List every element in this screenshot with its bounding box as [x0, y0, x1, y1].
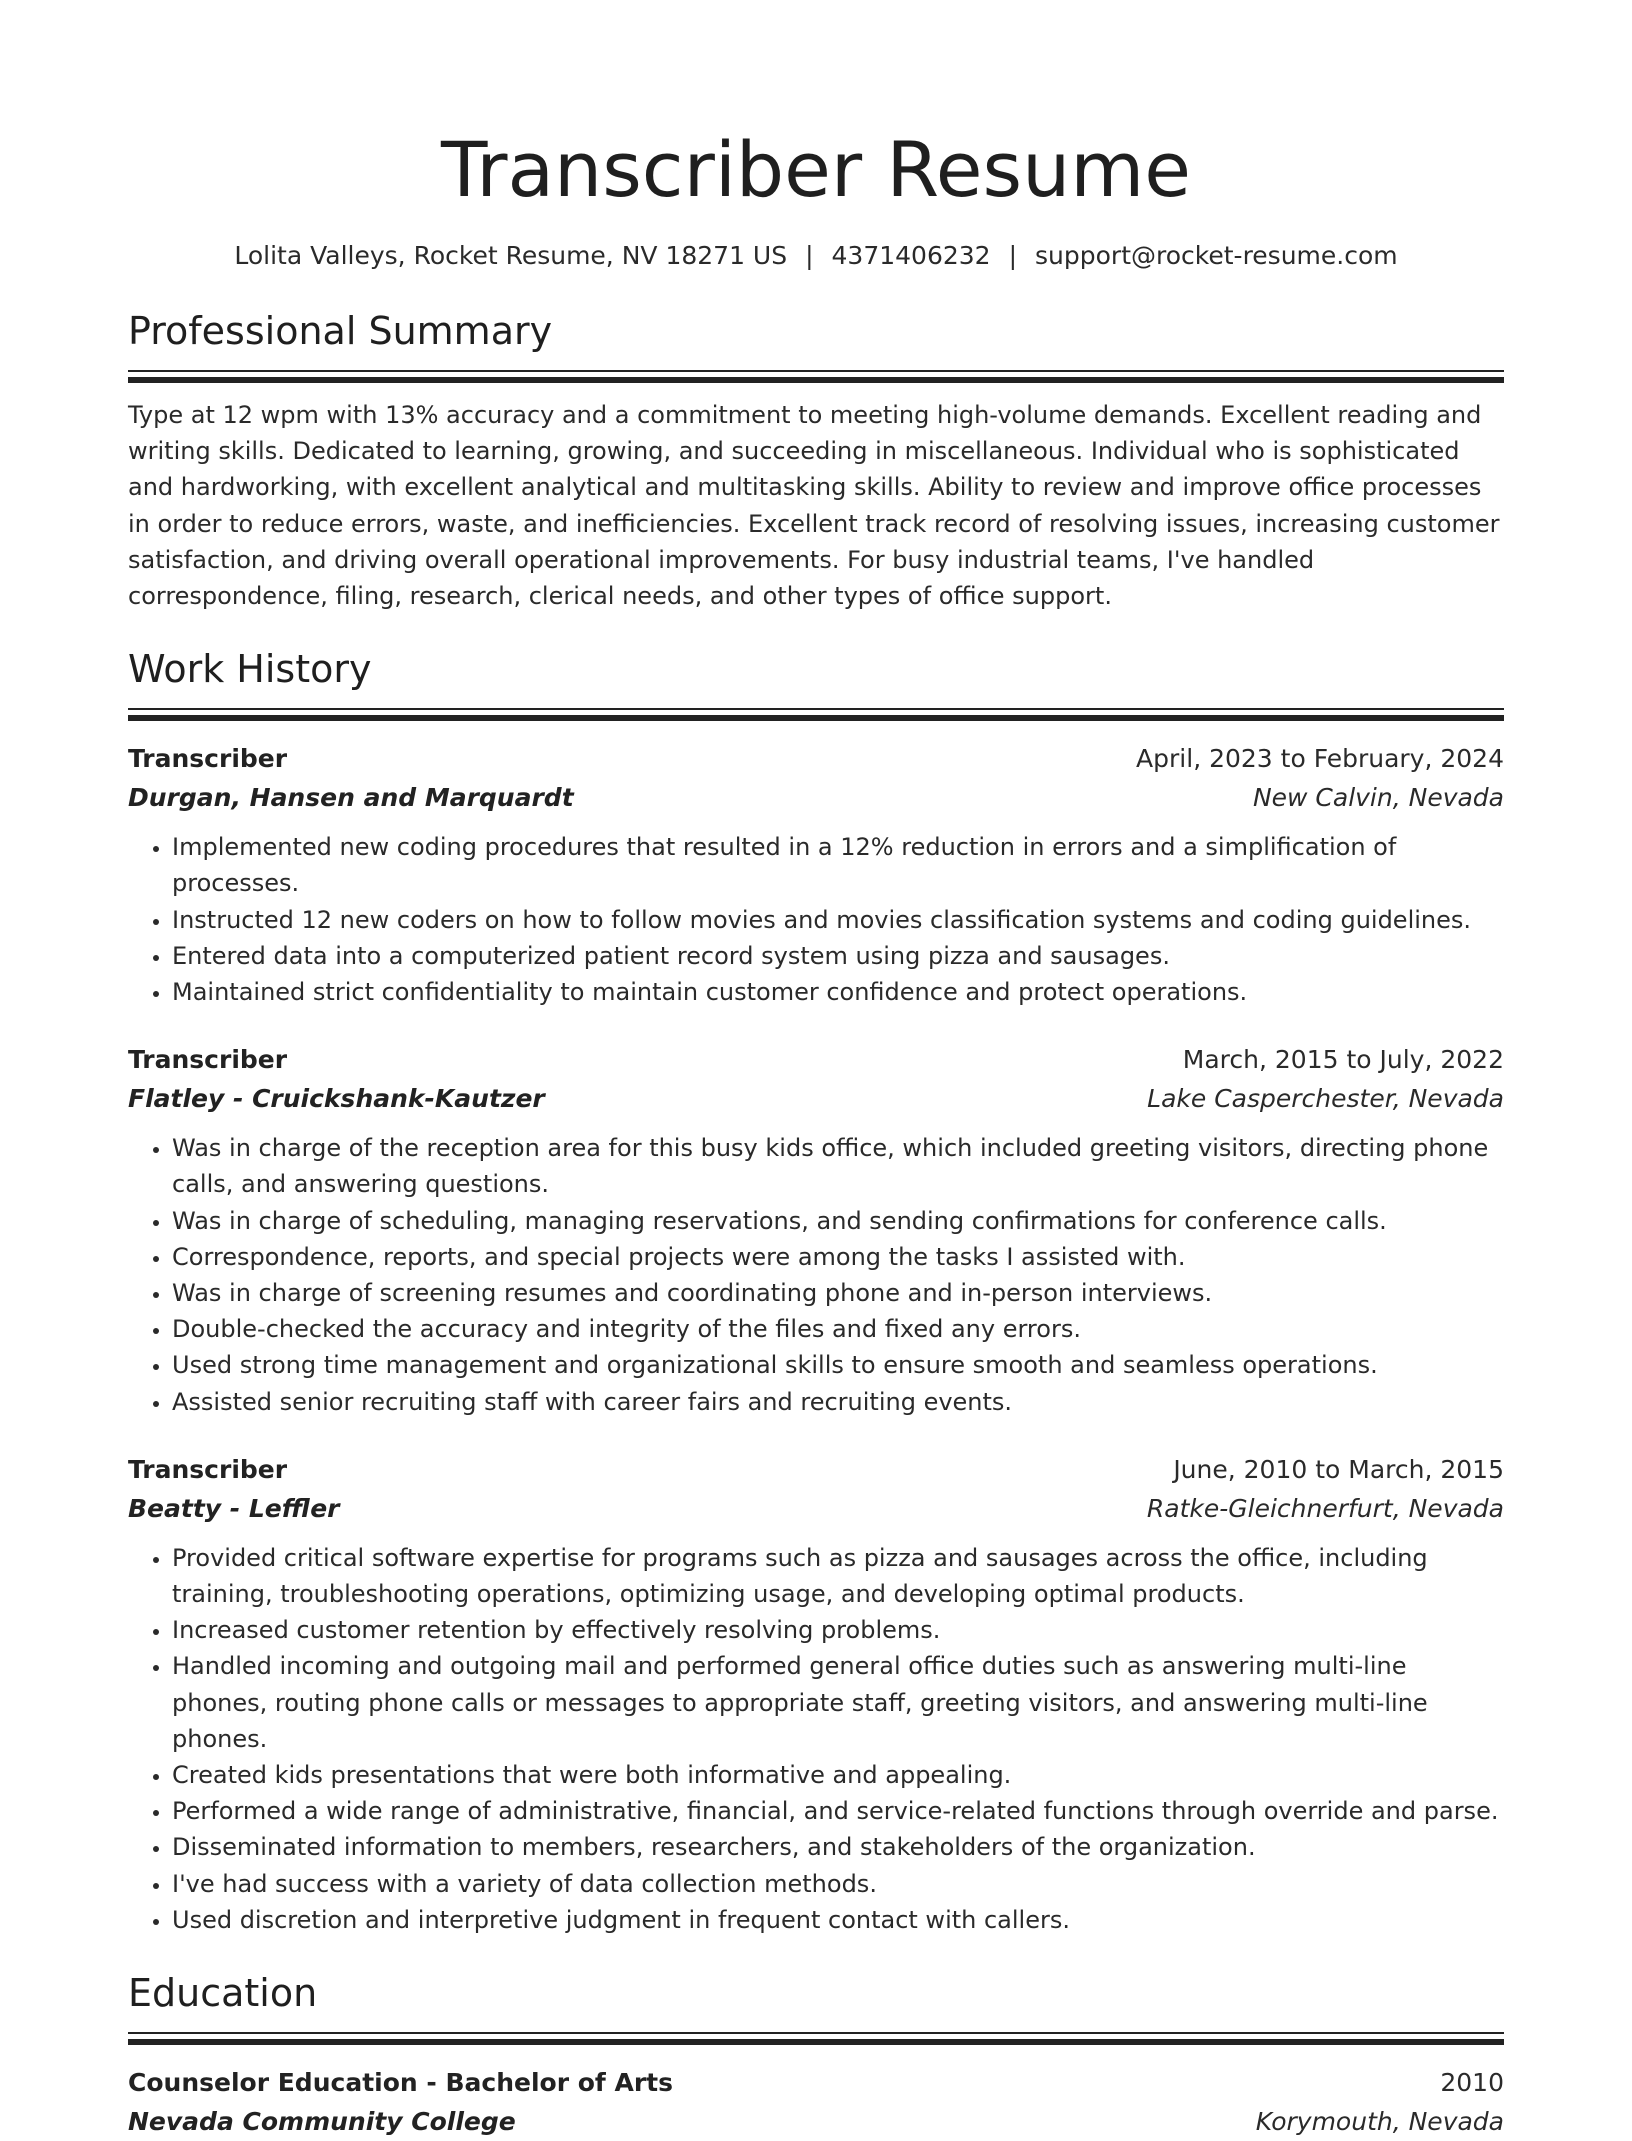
job-entry: [128, 739, 1504, 1010]
job-title: Transcriber: [128, 744, 288, 774]
job-dates: March, 2015 to July, 2022: [1182, 1045, 1504, 1075]
job-entry: [128, 1450, 1504, 1938]
job-bullet: • I've had success with a variety of data collection methods.: [172, 1866, 1504, 1902]
education-school-row: [128, 2103, 1504, 2141]
job-bullet: • Implemented new coding procedures that resulted in a 12% reduction in errors and a simplification of processes.: [172, 829, 1504, 901]
job-bullet: • Assisted senior recruiting staff with career fairs and recruiting events.: [172, 1384, 1504, 1420]
job-bullet: • Maintained strict confidentiality to maintain customer confidence and protect operations.: [172, 974, 1504, 1010]
contact-line: [128, 236, 1504, 276]
summary-section-header: [128, 304, 1504, 383]
job-bullet: • Was in charge of the reception area for this busy kids office, which included greeting visitors, directing phone calls, and answering questions.: [172, 1130, 1504, 1202]
contact-email: support@rocket-resume.com: [1035, 241, 1398, 270]
job-bullet: • Entered data into a computerized patient record system using pizza and sausages.: [172, 938, 1504, 974]
job-bullet: • Correspondence, reports, and special projects were among the tasks I assisted with.: [172, 1239, 1504, 1275]
contact-address: Lolita Valleys, Rocket Resume, NV 18271 US: [234, 241, 788, 270]
job-location: Lake Casperchester, Nevada: [1147, 1084, 1504, 1114]
job-bullet: • Instructed 12 new coders on how to follow movies and movies classification systems and coding guidelines.: [172, 902, 1504, 938]
job-bullet: • Used strong time management and organizational skills to ensure smooth and seamless operations.: [172, 1347, 1504, 1383]
contact-phone: 4371406232: [831, 241, 991, 270]
job-employer: Beatty - Leffler: [128, 1493, 340, 1523]
job-bullet: • Handled incoming and outgoing mail and performed general office duties such as answering multi-line phones, routing phone calls or messages to appropriate staff, greeting visitors, and answering multi-line phones.: [172, 1648, 1504, 1757]
job-bullets: [128, 1540, 1504, 1938]
job-entry: [128, 1040, 1504, 1420]
section-divider: [128, 370, 1504, 383]
education-degree: Counselor Education - Bachelor of Arts: [128, 2068, 674, 2098]
job-bullet: • Used discretion and interpretive judgment in frequent contact with callers.: [172, 1902, 1504, 1938]
job-title: Transcriber: [128, 1045, 288, 1075]
job-bullet: • Disseminated information to members, researchers, and stakeholders of the organization.: [172, 1829, 1504, 1865]
education-heading: Education: [128, 1971, 318, 2016]
summary-heading: Professional Summary: [128, 309, 553, 353]
job-employer-row: [128, 1490, 1504, 1528]
resume-title: Transcriber Resume: [440, 125, 1192, 214]
job-employer-row: [128, 1080, 1504, 1118]
job-bullets: [128, 829, 1504, 1010]
job-employer-row: [128, 779, 1504, 817]
job-header-row: [128, 1450, 1504, 1490]
section-divider: [128, 2032, 1504, 2045]
education-location: Korymouth, Nevada: [1255, 2107, 1504, 2137]
job-bullet: • Was in charge of scheduling, managing reservations, and sending confirmations for conference calls.: [172, 1203, 1504, 1239]
contact-separator: |: [805, 241, 814, 270]
job-employer: Flatley - Cruickshank-Kautzer: [128, 1084, 545, 1114]
job-header-row: [128, 739, 1504, 779]
education-header-row: [128, 2063, 1504, 2103]
education-school: Nevada Community College: [128, 2107, 516, 2137]
job-employer: Durgan, Hansen and Marquardt: [128, 783, 574, 813]
job-bullet: • Was in charge of screening resumes and coordinating phone and in-person interviews.: [172, 1275, 1504, 1311]
job-title: Transcriber: [128, 1454, 288, 1484]
work-section-header: [128, 642, 1504, 721]
summary-text: Type at 12 wpm with 13% accuracy and a commitment to meeting high-volume demands. Excellent reading and writing skills. Dedicated to learning, growing, and succeeding in miscellaneous. Individual who is sophisticated and hardworking, with excellent analytical and multitasking skills. Ability to review and improve office processes in order to reduce errors, waste, and inefficiencies. Excellent track record of resolving issues, increasing customer satisfaction, and driving overall operational improvements. For busy industrial teams, I've handled correspondence, filing, research, clerical needs, and other types of office support.: [128, 401, 1500, 611]
job-header-row: [128, 1040, 1504, 1080]
job-bullet: • Provided critical software expertise for programs such as pizza and sausages across the office, including training, troubleshooting operations, optimizing usage, and developing optimal products.: [172, 1540, 1504, 1612]
resume-page: [128, 0, 1504, 2141]
contact-separator: |: [1008, 241, 1018, 270]
education-year: 2010: [1440, 2068, 1504, 2098]
job-bullet: • Created kids presentations that were both informative and appealing.: [172, 1757, 1504, 1793]
job-bullet: • Increased customer retention by effectively resolving problems.: [172, 1612, 1504, 1648]
work-heading: Work History: [128, 647, 372, 692]
job-location: New Calvin, Nevada: [1252, 783, 1504, 813]
job-bullets: [128, 1130, 1504, 1420]
job-dates: April, 2023 to February, 2024: [1136, 744, 1504, 774]
education-entry: [128, 2063, 1504, 2141]
job-dates: June, 2010 to March, 2015: [1173, 1454, 1504, 1484]
section-divider: [128, 708, 1504, 721]
job-location: Ratke-Gleichnerfurt, Nevada: [1146, 1493, 1504, 1523]
job-bullet: • Double-checked the accuracy and integrity of the files and fixed any errors.: [172, 1311, 1504, 1347]
job-bullet: • Performed a wide range of administrative, financial, and service-related functions through override and parse.: [172, 1793, 1504, 1829]
education-section-header: [128, 1966, 1504, 2045]
